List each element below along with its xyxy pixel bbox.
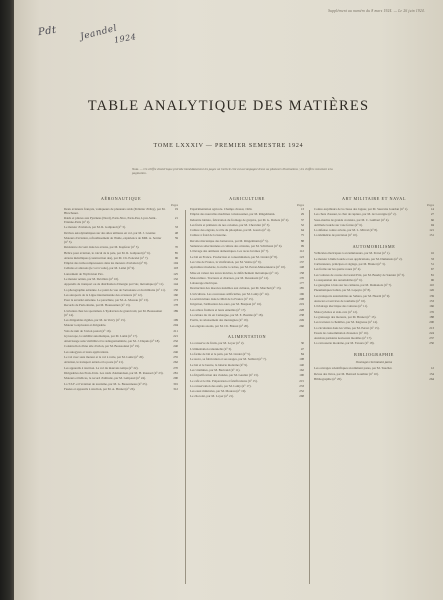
entry-page: 173	[173, 298, 178, 303]
entry-page: 176	[429, 309, 434, 314]
column-agriculture	[190, 196, 304, 401]
entry-page: 70	[174, 245, 178, 250]
entry-page: 270	[173, 365, 178, 370]
entry-page: 75	[300, 233, 304, 238]
entry-title: Résistance du vent dans les avions, par M. Kapferer (n° 5).	[64, 245, 140, 250]
entry-page: 144	[173, 282, 178, 287]
index-entry	[314, 258, 434, 262]
entry-title: Le blé en France. Production et consommation, par M. Lindet (n° 8).	[190, 254, 278, 259]
entry-page: 211	[173, 328, 178, 333]
entry-title: Forêts, le reboisement des montagnes (n° 19).	[190, 318, 249, 323]
entry-page: 16	[430, 251, 434, 256]
entry-title: Essais de consommation d'essence (n° 16).	[314, 330, 369, 335]
entry-title: Semences sélectionnées et culture des céréales, par M. Schribaux (n° 6).	[190, 244, 283, 249]
entry-page: 29	[300, 212, 304, 217]
entry-title: Les aéroports de la Ligue internationale des aviateurs (n° 12).	[64, 292, 143, 297]
index-entry	[314, 252, 434, 256]
entry-title: La télémétrie de précision (n° 10).	[314, 233, 358, 238]
index-entry	[190, 374, 304, 378]
entry-page: 204	[173, 323, 178, 328]
handwritten-year: 1924	[113, 32, 137, 45]
entry-page: 94	[430, 222, 434, 227]
index-entry	[314, 378, 434, 382]
entry-title: Revue des livres, par M. Bernard Gauthier (n° 10).	[314, 371, 379, 376]
entry-page: 158	[299, 270, 304, 275]
index-entry	[64, 246, 178, 250]
entry-page: 59	[174, 236, 178, 240]
entry-page: 250	[429, 341, 434, 346]
entry-title: Hélice pour aviation, le calcul de la pale, par M. R. Galipaud (n° 6).	[64, 250, 151, 255]
document-page	[14, 0, 443, 600]
index-entry	[190, 234, 304, 238]
index-entry	[190, 319, 304, 323]
index-entry	[64, 367, 178, 371]
entry-title: Les eaux minérales, par M. Moureu (n° 19).	[190, 389, 247, 394]
index-entry	[314, 289, 434, 293]
entry-page: 96	[430, 277, 434, 282]
entry-title: Records de Paris-Rome, par M. Boussonnet (n° 13).	[64, 303, 131, 308]
index-entry	[64, 310, 178, 318]
index-entry	[190, 342, 304, 346]
entry-title: Le sucre, sa fabrication et ses usages, par M. Saillard (n° 7).	[190, 357, 267, 362]
entry-page: 132	[173, 276, 178, 281]
entry-page: 199	[173, 317, 178, 322]
entry-page: 104	[173, 261, 178, 266]
entry-page: 123	[299, 254, 304, 259]
entry-page: 67	[430, 267, 434, 272]
column-divider	[309, 210, 310, 584]
entry-title: L'élevage des animaux domestiques. Les races bovines (n° 7).	[190, 249, 270, 254]
entry-title: Les vitamines, par M. Bertrand (n° 11).	[190, 367, 241, 372]
entry-page: 213	[429, 325, 434, 330]
entry-page: 110	[429, 283, 434, 288]
entry-page: 166	[429, 304, 434, 309]
entry-page: 154	[429, 371, 434, 376]
entry-title: Aviation, le transport aérien et la poste (n° 21).	[64, 360, 124, 365]
entry-title: La défense contre avions, par M. L. Mirval (n° 8).	[314, 228, 378, 233]
entry-page: 66	[430, 217, 434, 222]
index-entry	[64, 273, 178, 277]
index-entry	[64, 324, 178, 328]
entry-page: 33	[430, 256, 434, 261]
index-entry	[190, 219, 304, 223]
entry-title: La farine de blé et le pain, par M. Lindet (n° 5).	[190, 352, 251, 357]
entry-page: 153	[429, 299, 434, 304]
entry-title: Gyroscope, la stabilité automatique, par M. Lamé (n° 17).	[64, 333, 138, 338]
column-divider	[185, 210, 186, 584]
entry-title: Motoculture. Tracteurs et charrues, par M. Dessaisaix (n° 12).	[190, 275, 269, 280]
entry-title: Irrigation, l'utilisation des eaux, par M. Bonjean (n° 16).	[190, 302, 262, 307]
entry-page: 238	[299, 312, 304, 317]
index-entry	[64, 289, 178, 293]
entry-page: 188	[429, 314, 434, 319]
entry-page: 178	[173, 303, 178, 308]
entry-title: La circulation dans les villes, par M. Perret (n° 15).	[314, 325, 380, 330]
entry-page: 301	[173, 381, 178, 386]
entry-title: Les voitures de course du Grand Prix, par M. Baudry de Saunier (n° 5).	[314, 272, 406, 277]
pages-label: Pages	[427, 203, 434, 207]
index-entry	[190, 325, 304, 329]
entry-page: 37	[300, 217, 304, 222]
entry-title: Les autogyres et leurs applications.	[64, 349, 109, 354]
index-entry	[190, 250, 304, 254]
entry-page: 189	[173, 308, 178, 313]
entry-title: La suspension des automobiles (n° 6).	[314, 277, 363, 282]
entry-title: Carburateurs, principes et réglage, par M. Brunet (n° 3).	[314, 261, 386, 266]
entry-title: Emploi des turbocompresseurs dans les moteurs d'aviation (n° 8).	[64, 261, 148, 266]
entry-title: Vols de nuit de l'avion postal (n° 16).	[64, 328, 112, 333]
entry-page: 64	[300, 228, 304, 233]
entry-page: 177	[299, 281, 304, 286]
column-art-militaire	[314, 196, 434, 383]
index-entry	[190, 309, 304, 313]
entry-page: 264	[429, 376, 434, 381]
entry-page: 21	[174, 216, 178, 221]
entry-page: 249	[299, 318, 304, 323]
entry-page: 81	[430, 272, 434, 277]
entry-page: 19	[174, 207, 178, 211]
entry-title: L'alimentation rationnelle (n° 3).	[190, 346, 232, 351]
index-entry	[190, 272, 304, 276]
index-entry	[64, 388, 178, 392]
section-subheading: Ouvrages récemment parus	[355, 360, 393, 365]
entry-page: 52	[300, 222, 304, 227]
entry-page: 126	[429, 288, 434, 293]
pages-label: Pages	[297, 203, 304, 207]
entry-page: 13	[300, 207, 304, 211]
entry-title: Les ouvrages scientifiques récemment parus, par M. Touchet.	[314, 366, 393, 371]
entry-title: Motocyclettes et side-cars (n° 12).	[314, 309, 358, 314]
index-entry	[190, 395, 304, 399]
entry-page: 148	[299, 265, 304, 270]
entry-title: Lancement de l'hydravion Pax.	[64, 271, 104, 276]
entry-title: Les vins de France, la vinification, par M. Ventre (n° 9).	[190, 259, 262, 264]
index-entry	[190, 213, 304, 217]
entry-title: La carrosserie moderne, par M. Faroux (n° 18).	[314, 341, 375, 346]
section-heading: AÉRONAUTIQUE	[100, 196, 142, 201]
entry-page: 290	[173, 376, 178, 381]
entry-title: La photographie aérienne. Le point de vue de l'aéronaute et du militaire (n° 11).	[64, 287, 166, 292]
entry-page: 140	[299, 362, 304, 367]
index-entry	[314, 305, 434, 309]
entry-title: L'aviculture. Les couveuses artificielles, par M. Lamy (n° 14).	[190, 291, 270, 296]
entry-page: 237	[429, 336, 434, 341]
index-entry	[314, 327, 434, 331]
index-entry	[314, 321, 434, 325]
index-entry	[314, 274, 434, 278]
index-entry	[190, 380, 304, 384]
entry-page: 12	[430, 366, 434, 371]
entry-page: 160	[173, 292, 178, 297]
entry-title: Le moteur d'aviation, par M. R. Galipaud (n° 3).	[64, 225, 126, 230]
entry-title: Les engrais azotés, par M. Ch. Brioux (n° 20).	[190, 323, 249, 328]
entry-title: Les dirigeables rigides, par M. de Vervy (n° 15).	[64, 317, 126, 322]
index-entry	[64, 383, 178, 387]
entry-title: Fusées et appareils à réaction, par M. A. Brunet (n° 26).	[64, 386, 136, 391]
entry-page: 27	[430, 212, 434, 217]
entry-page: 233	[299, 383, 304, 388]
index-entry	[64, 361, 178, 365]
column-aeronautique	[64, 196, 178, 393]
entry-page: 190	[299, 373, 304, 378]
entry-page: 112	[299, 249, 304, 254]
entry-title: L'aviation chez les sportsmen. L'hydravion de grand raid, par M. Boussonnet (n° 14).	[64, 308, 163, 317]
entry-page: 96	[174, 255, 178, 260]
entry-title: La conserve de fruits, par M. Loyer (n° 2).	[190, 341, 245, 346]
entry-title: La culture du riz en Camargue, par M. E. Bastide (n° 18).	[190, 312, 264, 317]
entry-title: Contre-torpilleurs de la classe des Jaguar, par M. Sauvaire Jourdan (n° 1).	[314, 207, 409, 211]
entry-page: 196	[299, 291, 304, 296]
section-heading: AUTOMOBILISME	[352, 244, 396, 250]
entry-title: La T.S.F. et l'aviation de tourisme, par M. G. Bessonneau (n° 25).	[64, 381, 148, 386]
entry-title: Industrie laitière, fabrication du fromage de gruyère, par M. G. Dubois (n° 2).	[190, 217, 290, 222]
entry-page: 246	[173, 349, 178, 354]
entry-title: Le café et le thé. Préparation et falsifications (n° 15).	[190, 378, 258, 383]
index-entry	[314, 268, 434, 272]
entry-title: Le chocolat, par M. Loyer (n° 21).	[190, 394, 235, 399]
entry-title: Deux aviateurs français, vainqueurs de plusieurs raids (Pelletier d'Oisy), par M. Hirschauer.	[64, 207, 166, 215]
index-entry	[314, 213, 434, 217]
section-heading: AGRICULTURE	[229, 196, 265, 201]
pages-label: Pages	[171, 203, 178, 207]
entry-page: 33	[174, 225, 178, 230]
entry-page: 255	[173, 355, 178, 360]
index-entry	[190, 364, 304, 368]
entry-title: Moteurs et hélices, le record d'altitude, par M. Galipaud (n° 24).	[64, 376, 146, 381]
entry-title: La frigorification des viandes, par M. Gaulier (n° 13).	[190, 373, 259, 378]
header-note: Supplément au numéro du 8 mars 1924. — Le 26 juin 1924.	[328, 9, 425, 13]
handwritten-note: Pdt	[37, 24, 58, 39]
entry-page: 224	[429, 330, 434, 335]
index-entry	[64, 304, 178, 308]
entry-title: Véhicules électriques à accumulateurs, par M. Perret (n° 1).	[314, 251, 391, 256]
index-entry	[314, 311, 434, 315]
entry-title: Le graissage des moteurs, par M. Brunet (n° 13).	[314, 314, 377, 319]
entry-title: Les fruits et primeurs de nos colonies, par M. Chevalier (n° 3).	[190, 222, 271, 227]
entry-title: Construction d'une aile d'avion, par M. Boussonnet (n° 19).	[64, 344, 140, 349]
entry-page: 51	[430, 261, 434, 266]
handwritten-signature: Jeandel	[79, 23, 119, 43]
section-heading: ART MILITAIRE ET NAVAL	[341, 196, 407, 201]
entry-page: 151	[429, 233, 434, 238]
entry-page: 268	[299, 394, 304, 399]
entry-title: Moteur à explosion et dirigeable.	[64, 323, 107, 328]
book-spine	[0, 0, 14, 600]
section-heading: ALIMENTATION	[227, 334, 267, 340]
index-entry	[314, 342, 434, 346]
index-entry	[64, 237, 178, 245]
entry-page: 219	[299, 302, 304, 307]
entry-title: Le moteur à huile lourde et ses applications, par M. Dumanois (n° 2).	[314, 256, 403, 261]
entry-page: 88	[300, 238, 304, 243]
entry-title: Sous-marins de grande croisière, par M. C. Guilbert (n° 4).	[314, 217, 390, 222]
entry-page: 118	[173, 266, 178, 271]
entry-title: Cellules et ailerons (le vol à voile), par M. Lamé (n° 9).	[64, 266, 136, 271]
entry-title: Moteurs d'aviation, refroidissement de l'huile, expérience de MM. A. Serrier (n° 5).	[64, 236, 162, 244]
entry-page: 200	[429, 320, 434, 325]
entry-page: 121	[429, 228, 434, 233]
entry-title: Le lait et le beurre, la laiterie moderne (n° 9).	[190, 362, 248, 367]
index-entry	[64, 345, 178, 349]
entry-title: Culture des engrais, le rôle du phosphate, par M. Garola (n° 4).	[190, 228, 271, 233]
index-entry	[64, 330, 178, 334]
index-entry	[190, 287, 304, 291]
entry-title: Les chars d'assaut, le char de rupture, par M. de Lavergne (n° 2).	[314, 212, 397, 217]
entry-page: 150	[173, 287, 178, 292]
index-entry	[64, 283, 178, 287]
entry-title: Le vol avec sans moteur et le vol à voile, par M. Lamé (n° 20).	[64, 355, 145, 360]
index-entry	[64, 226, 178, 230]
entry-page: 48	[174, 230, 178, 235]
entry-title: Pour la sécurité aérienne. Le parachute, par M. A. Moreau (n° 13).	[64, 298, 149, 303]
page-subtitle: TOME LXXXIV — PREMIER SEMESTRE 1924	[153, 143, 304, 149]
entry-title: Dérives aérodynamiques sur des ailes utilisées en vol, par M. J. Grenier.	[64, 230, 156, 235]
entry-title: Autobus parisiens nouveaux modèles (n° 17).	[314, 336, 373, 341]
entry-page: 139	[429, 293, 434, 298]
index-entry	[314, 234, 434, 238]
entry-title: Les freins sur les quatre roues (n° 4).	[314, 267, 362, 272]
entry-page: 240	[173, 344, 178, 349]
index-entry	[64, 208, 178, 216]
entry-title: Avions métalliques (construction des), par M. Ch. Poncelet (n° 7).	[64, 255, 149, 260]
entry-title: Récolte mécanique des betteraves, par M. Ringelmann (n° 5).	[190, 238, 269, 243]
entry-title: Autocars et services de tourisme (n° 10).	[314, 299, 366, 304]
entry-title: L'éclairage électrique des voitures (n° 11).	[314, 304, 368, 309]
entry-title: Destruction des insectes nuisibles aux cultures, par M. Marchal (n° 13).	[190, 286, 282, 291]
entry-title: Bibliographie (n° 20).	[314, 376, 343, 381]
entry-title: Mise en valeur des terres incultes, le défrichement mécanique (n° 11).	[190, 270, 280, 275]
index-entry	[190, 256, 304, 260]
entry-page: 84	[300, 352, 304, 357]
index-entry	[314, 219, 434, 223]
entry-page: 252	[299, 389, 304, 394]
entry-page: 30	[300, 341, 304, 346]
entry-page: 108	[299, 357, 304, 362]
entry-page: 232	[173, 339, 178, 344]
entry-page: 185	[299, 286, 304, 291]
entry-page: 262	[173, 360, 178, 365]
entry-page: 215	[299, 378, 304, 383]
entry-title: Pneumatiques ballon, par M. Lapeyre (n° 8).	[314, 288, 371, 293]
entry-title: Les transports automobiles au Sahara, par M. Haardt (n° 9).	[314, 293, 391, 298]
entry-title: Atterrissage sans visibilité et la radiogoniométrie, par M. J. Dupuis (n° 18).	[64, 339, 161, 344]
entry-page: 162	[299, 367, 304, 372]
entry-title: Emploi des nouvelles machines à moissonner, par M. Ringelmann.	[190, 212, 276, 217]
entry-page: 85	[174, 250, 178, 255]
entry-title: Dirigeables des Etats-Unis. Les raids d'Amundsen, par M. H. Roussel (n° 23).	[64, 370, 164, 375]
entry-page: 260	[299, 323, 304, 328]
entry-page: 221	[173, 333, 178, 338]
index-entry	[314, 373, 434, 377]
index-entry	[314, 367, 434, 371]
entry-page: 14	[430, 207, 434, 211]
entry-title: Les arbres fruitiers et leurs ennemis (n° 17).	[190, 307, 247, 312]
index-entry	[64, 267, 178, 271]
page-title: TABLE ANALYTIQUE DES MATIÈRES	[87, 98, 370, 114]
entry-title: Le moteur aérien, par M. Devillers (n° 10).	[64, 276, 119, 281]
entry-title: Les tracteurs à chenilles, par M. Kégresse (n° 14).	[314, 320, 378, 325]
section-heading: BIBLIOGRAPHIE	[354, 352, 394, 358]
nota-note: Nota. — Un chiffre d'astérisque précède immédiatement les pages où l'article cité est accompagné d'une ou plusieurs illustrations ; les chiffres renvoient à la pagination.	[132, 167, 333, 175]
entry-page: 170	[299, 275, 304, 280]
entry-title: Culture à froid de la luzerne.	[190, 233, 227, 238]
entry-title: Les appareils à réaction. Le vol du mauvais temps (n° 22).	[64, 365, 139, 370]
entry-page: 99	[300, 244, 304, 249]
index-entry	[64, 377, 178, 381]
entry-page: 125	[173, 271, 178, 276]
entry-title: Raids et pilotes aux Pyrénées (Nord), Paris-Nice, Paris-Pau, Lyon-Saint-Etienne-Paris (n° 2).	[64, 216, 157, 225]
entry-title: Expérimentation agricole. Champs d'essai, 1924.	[190, 207, 253, 211]
entry-page: 228	[299, 307, 304, 312]
index-entry	[190, 303, 304, 307]
entry-page: 137	[299, 259, 304, 264]
entry-title: La sériciculture dans le Midi de la France (n° 15).	[190, 297, 254, 302]
index-entry	[64, 252, 178, 256]
index-entry	[64, 217, 178, 225]
entry-page: 47	[300, 346, 304, 351]
entry-title: Appareils de transport ou de distribution d'énergie par l'air, mécanique (n° 11).	[64, 282, 165, 287]
index-entry	[190, 266, 304, 270]
entry-page: 312	[173, 386, 178, 391]
entry-title: La conservation des œufs, par M. Lamy (n° 17).	[190, 383, 252, 388]
entry-title: Labourage électrique.	[190, 281, 218, 286]
entry-title: Artillerie lourde sur voie ferrée (n° 6).	[314, 222, 363, 227]
entry-page: 208	[299, 297, 304, 302]
entry-title: Le gazogène à bois sur les camions, par M. Dumanois (n° 7).	[314, 283, 392, 288]
index-entry	[190, 358, 304, 362]
entry-title: Apiculture moderne, la ruche à cadres, par M. Perret-Maisonneuve (n° 10).	[190, 265, 286, 270]
entry-page: 281	[173, 370, 178, 375]
